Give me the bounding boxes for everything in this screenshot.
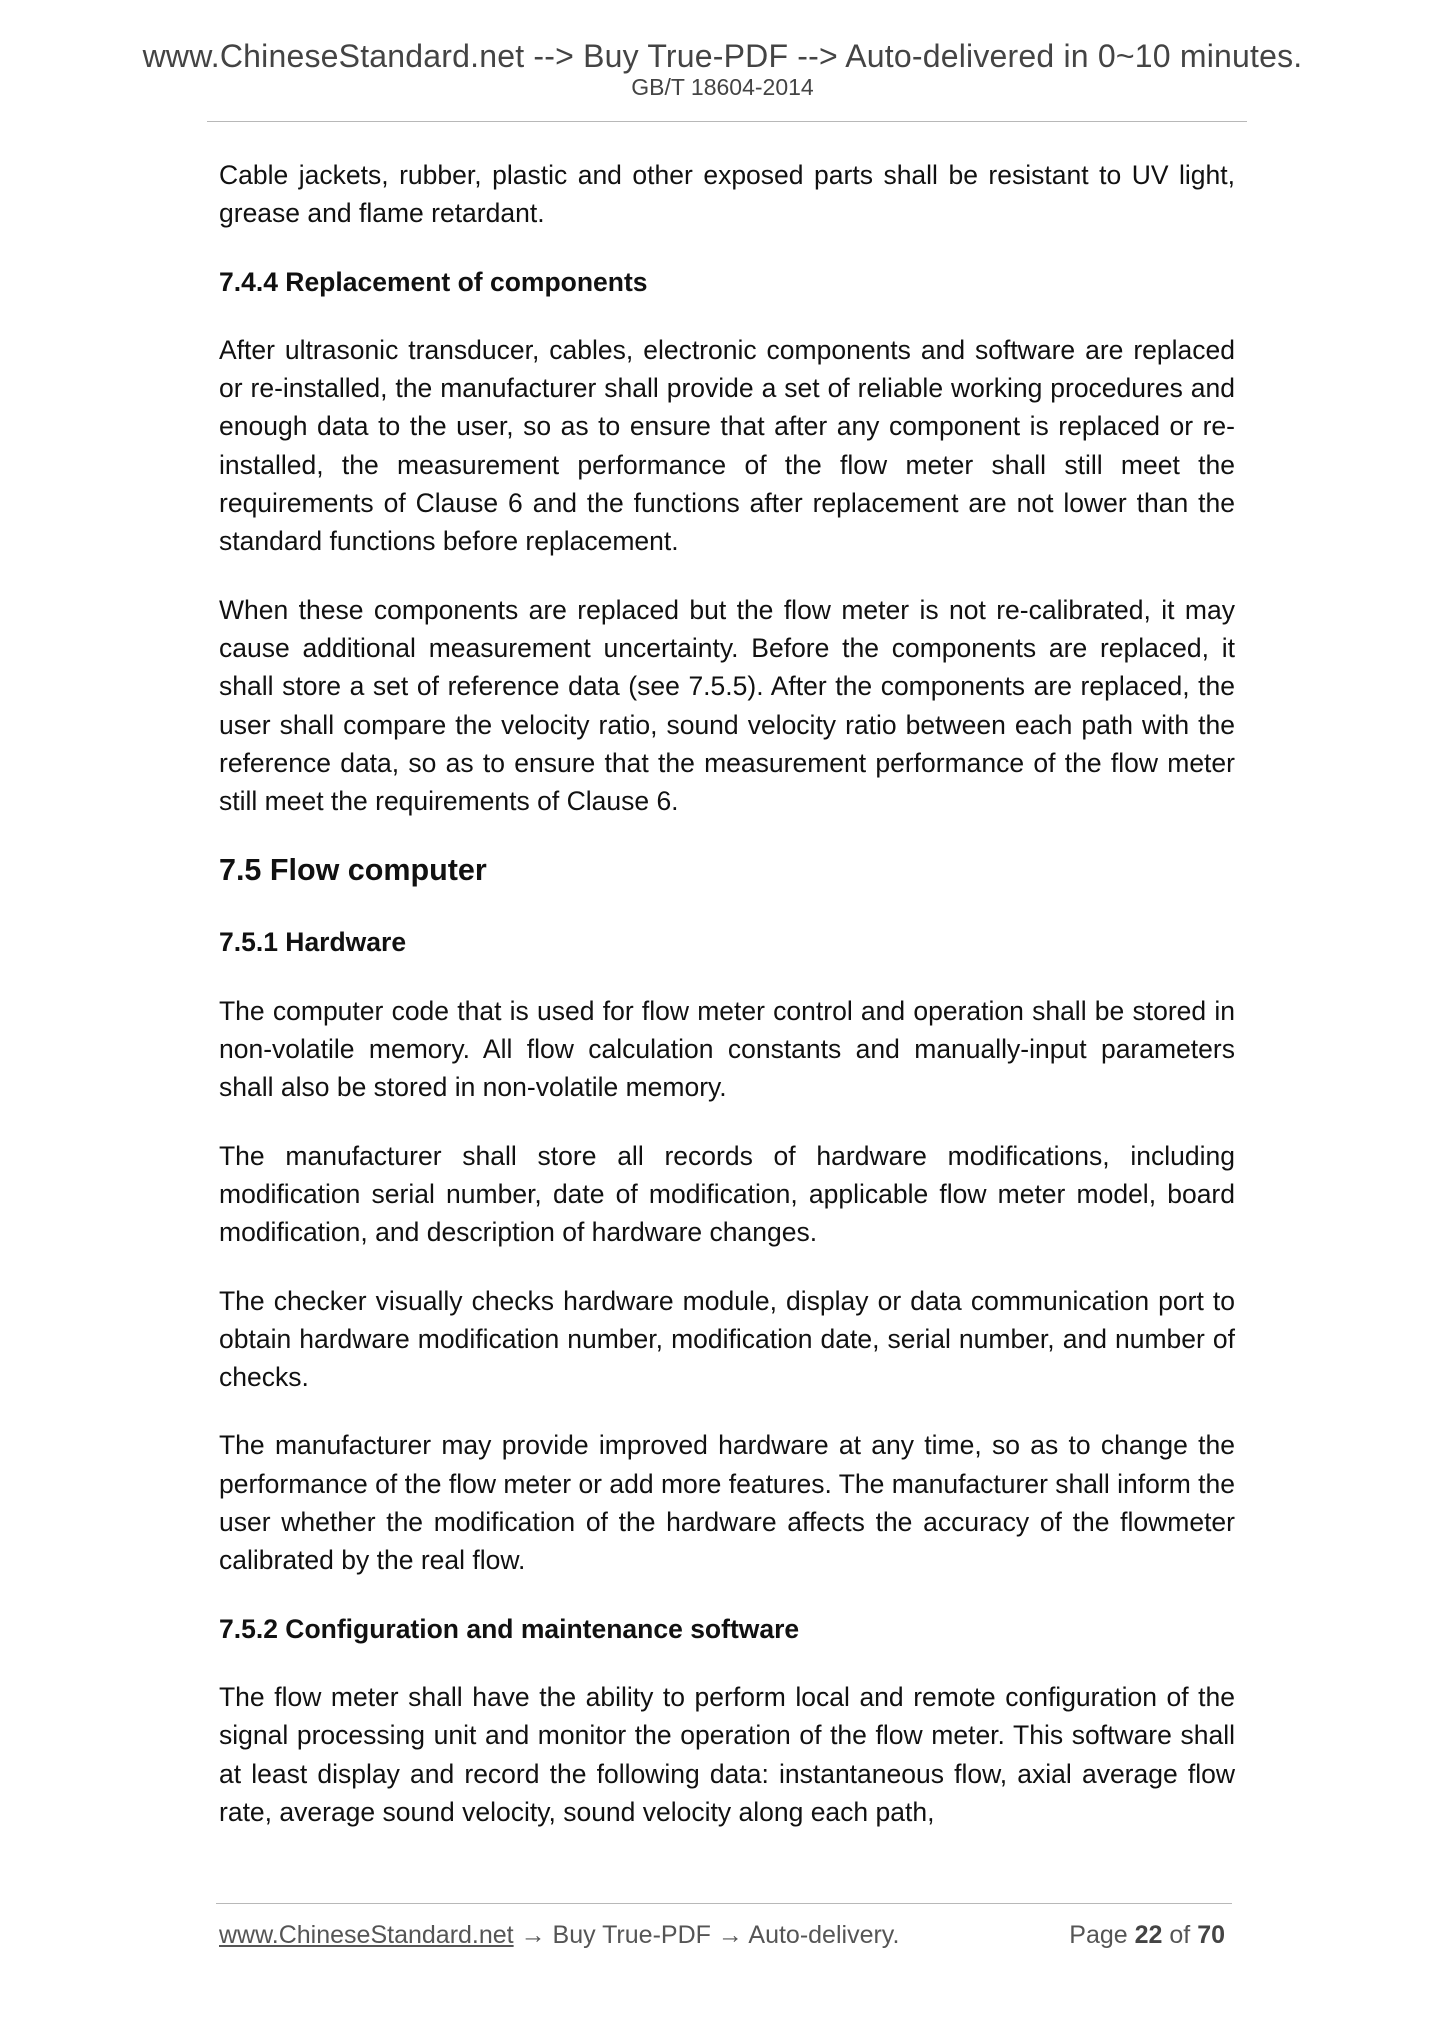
standard-code: GB/T 18604-2014 [631, 74, 814, 100]
page-footer [219, 1921, 1235, 1955]
page-number: 22 [1134, 1921, 1163, 1949]
footer-tagline: → Buy True-PDF → Auto-delivery. [513, 1921, 900, 1949]
footer-divider [216, 1903, 1232, 1904]
paragraph-hardware-records: The manufacturer shall store all records of hardware modifications, including modification serial number, date of modification, applicable flow meter model, board modification, and description of hardware changes. [219, 1140, 1235, 1248]
heading-7-5: 7.5 Flow computer [219, 853, 487, 888]
heading-7-4-4: 7.4.4 Replacement of components [219, 266, 648, 297]
paragraph-improved-hardware: The manufacturer may provide improved hardware at any time, so as to change the performance of the flow meter or add more features. The manufacturer shall inform the user whether the modification of the hardware affects the accuracy of the flowmeter calibrated by the real flow. [219, 1430, 1235, 1576]
paragraph-visual-check: The checker visually checks hardware module, display or data communication port to obtain hardware modification number, modification date, serial number, and number of checks. [219, 1285, 1235, 1393]
paragraph-non-volatile-memory: The computer code that is used for flow meter control and operation shall be stored in non-volatile memory. All flow calculation constants and manually-input parameters shall also be stored in non-volatile memory. [219, 995, 1235, 1103]
paragraph-configuration-software: The flow meter shall have the ability to perform local and remote configuration of the signal processing unit and monitor the operation of the flow meter. This software shall at least display and record the following data: instantaneous flow, axial average flow rate, average sound velocity, sound velocity along each path, [219, 1681, 1235, 1827]
paragraph-cable-jackets: Cable jackets, rubber, plastic and other exposed parts shall be resistant to UV light, grease and flame retardant. [219, 160, 1235, 229]
footer-promo [219, 1921, 899, 1950]
heading-7-5-1: 7.5.1 Hardware [219, 927, 407, 958]
header-divider [207, 121, 1247, 122]
paragraph-recalibration: When these components are replaced but the flow meter is not re-calibrated, it may cause additional measurement uncertainty. Before the components are replaced, it shall store a set of reference data (see 7.5.5). After the components are replaced, the user shall compare the velocity ratio, sound velocity ratio between each path with the reference data, so as to ensure that the measurement performance of the flow meter still meet the requirements of Clause 6. [219, 594, 1235, 817]
paragraph-replacement-procedures: After ultrasonic transducer, cables, electronic components and software are replaced or re-installed, the manufacturer shall provide a set of reliable working procedures and enough data to the user, so as to ensure that after any component is replaced or re-installed, the measurement performance of the flow meter shall still meet the requirements of Clause 6 and the functions after replacement are not lower than the standard functions before replacement. [219, 334, 1235, 557]
top-banner[interactable]: www.ChineseStandard.net --> Buy True-PDF --> Auto-delivered in 0~10 minutes. [142, 38, 1303, 74]
footer-site-link[interactable]: www.ChineseStandard.net [219, 1921, 514, 1949]
page-counter [1069, 1921, 1225, 1950]
of-label: of [1169, 1921, 1191, 1949]
heading-7-5-2: 7.5.2 Configuration and maintenance software [219, 1613, 800, 1644]
page-label: Page [1069, 1921, 1128, 1949]
total-pages: 70 [1197, 1921, 1225, 1949]
page-content [219, 156, 1235, 1831]
